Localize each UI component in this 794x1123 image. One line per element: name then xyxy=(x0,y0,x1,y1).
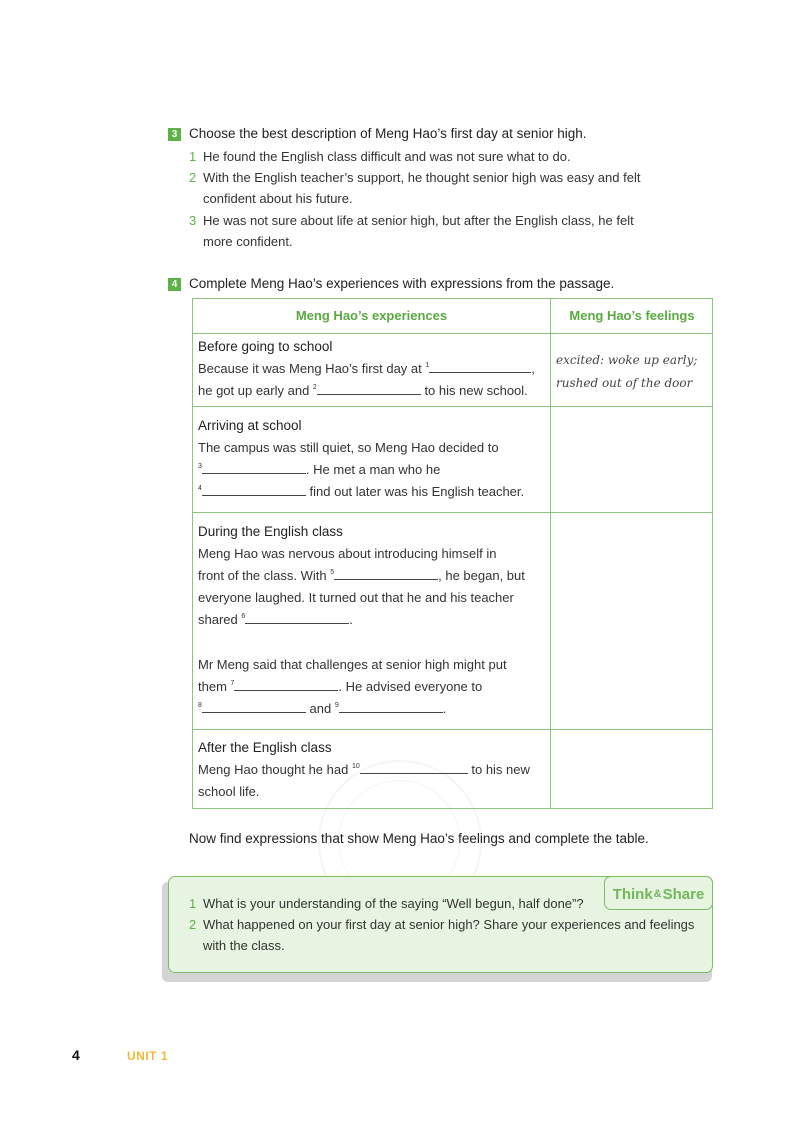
option-2 xyxy=(189,167,669,209)
row-3-line-3: everyone laughed. It turned out that he and his teacher xyxy=(198,590,514,605)
unit-label: UNIT 1 xyxy=(127,1049,169,1063)
row-1-heading: Before going to school xyxy=(198,339,333,354)
row-4-line-2: school life. xyxy=(198,784,260,799)
row-2-heading: Arriving at school xyxy=(198,418,302,433)
find-expressions-instruction: Now find expressions that show Meng Hao’s feelings and complete the table. xyxy=(189,831,649,846)
row-before-school xyxy=(198,336,548,402)
row-3-line-5: Mr Meng said that challenges at senior high might put xyxy=(198,657,507,672)
blank-9[interactable] xyxy=(339,699,443,713)
option-3-number: 3 xyxy=(189,213,197,228)
row-2-line-3: $^4$ find out later was his English teacher. xyxy=(198,484,525,499)
table-header-experiences: Meng Hao’s experiences xyxy=(295,308,448,323)
row-1-line-2: he got up early and $^2$ to his new school. xyxy=(198,383,528,398)
think-question-2-number: 2 xyxy=(189,917,197,932)
option-1-number: 1 xyxy=(189,149,197,164)
blank-8[interactable] xyxy=(202,699,306,713)
section-4-icon: 4 xyxy=(168,278,181,291)
blank-10[interactable] xyxy=(360,760,468,774)
section-3-icon: 3 xyxy=(168,128,181,141)
row-3-line-4: shared $^6$ . xyxy=(198,612,353,627)
row-english-class xyxy=(198,521,548,720)
row-after-class xyxy=(198,737,548,803)
row-3-line-2: front of the class. With $^5$ , he began, but xyxy=(198,568,525,583)
think-question-1-text: What is your understanding of the saying “Well begun, half done”? xyxy=(203,896,584,911)
think-question-2 xyxy=(189,914,699,956)
row-1-line-1: Because it was Meng Hao’s first day at $^1$ , xyxy=(198,361,535,376)
table-header-feelings: Meng Hao’s feelings xyxy=(569,308,695,323)
section-4-title: Complete Meng Hao’s experiences with expressions from the passage. xyxy=(189,276,615,291)
option-1 xyxy=(189,146,669,167)
row-arriving xyxy=(198,415,548,503)
table-row-divider-1 xyxy=(193,406,712,407)
table-header-divider xyxy=(193,333,712,334)
blank-5[interactable] xyxy=(334,566,438,580)
row-2-line-2: $^3$ . He met a man who he xyxy=(198,462,441,477)
experiences-table xyxy=(192,298,713,809)
think-question-2-line-2: with the class. xyxy=(203,938,285,953)
row-3-line-6: them $^7$ . He advised everyone to xyxy=(198,679,483,694)
table-column-divider xyxy=(550,299,551,808)
option-3-text-line-2: more confident. xyxy=(203,234,293,249)
option-2-text-line-1: With the English teacher’s support, he thought senior high was easy and felt xyxy=(203,170,641,185)
table-row-divider-3 xyxy=(193,729,712,730)
option-2-text-line-2: confident about his future. xyxy=(203,191,353,206)
think-question-2-line-1: What happened on your first day at senior high? Share your experiences and feelings xyxy=(203,917,695,932)
row-3-heading: During the English class xyxy=(198,524,343,539)
option-3 xyxy=(189,210,669,252)
blank-6[interactable] xyxy=(245,610,349,624)
think-question-1 xyxy=(189,893,689,914)
section-3-title: Choose the best description of Meng Hao’s first day at senior high. xyxy=(189,126,587,141)
option-2-number: 2 xyxy=(189,170,197,185)
blank-7[interactable] xyxy=(234,677,338,691)
think-question-1-number: 1 xyxy=(189,896,197,911)
row-3-line-7: $^8$ and $^9$ . xyxy=(198,701,447,716)
option-1-text: He found the English class difficult and was not sure what to do. xyxy=(203,149,571,164)
page-number: 4 xyxy=(72,1047,80,1063)
row-3-line-1: Meng Hao was nervous about introducing himself in xyxy=(198,546,497,561)
row-4-line-1: Meng Hao thought he had $^{10}$ to his new xyxy=(198,762,530,777)
row-2-line-1: The campus was still quiet, so Meng Hao decided to xyxy=(198,440,499,455)
blank-4[interactable] xyxy=(202,482,306,496)
blank-3[interactable] xyxy=(202,460,306,474)
think-share-tab: Think&Share xyxy=(604,876,713,910)
feelings-row-1: excited: woke up early; rushed out of the door xyxy=(556,353,698,390)
table-row-divider-2 xyxy=(193,512,712,513)
row-4-heading: After the English class xyxy=(198,740,332,755)
blank-1[interactable] xyxy=(429,359,531,373)
blank-2[interactable] xyxy=(317,381,421,395)
option-3-text-line-1: He was not sure about life at senior high, but after the English class, he felt xyxy=(203,213,634,228)
